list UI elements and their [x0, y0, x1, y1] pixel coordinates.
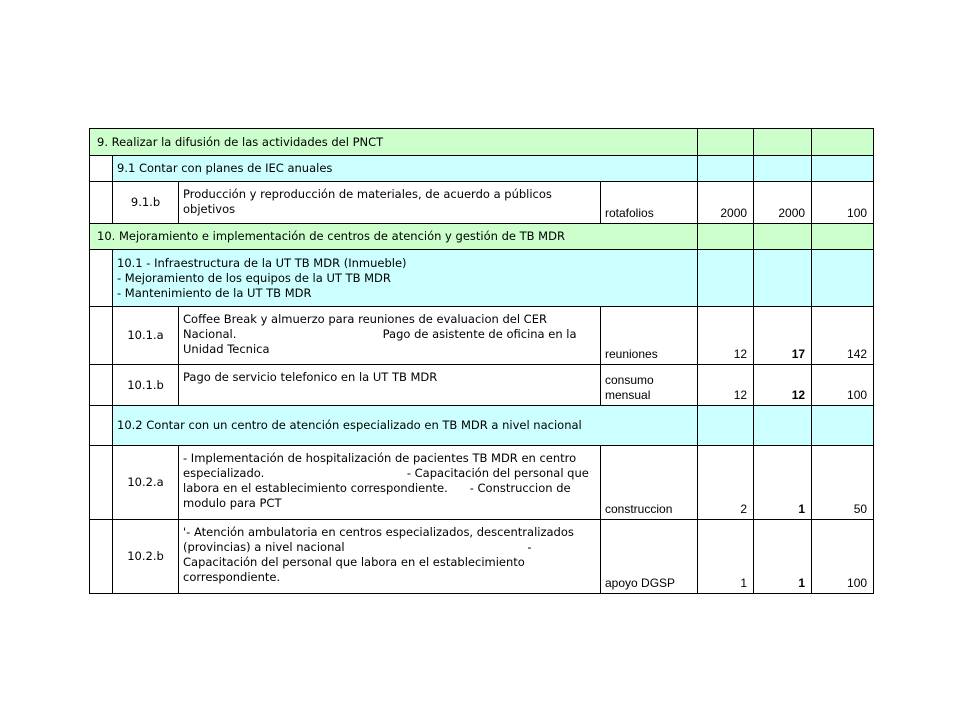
activity-title: 9. Realizar la difusión de las actividades del PNCT [90, 129, 698, 156]
empty-cell [754, 156, 812, 182]
task-achieved: 1 [754, 446, 812, 520]
empty-cell [698, 156, 754, 182]
task-row [90, 307, 874, 365]
subactivity-row [90, 156, 874, 182]
subactivity-title: 10.2 Contar con un centro de atención especializado en TB MDR a nivel nacional [113, 406, 698, 446]
indent-cell [90, 182, 113, 224]
task-goal: 2 [698, 446, 754, 520]
task-percent: 100 [812, 520, 874, 594]
subactivity-title: 9.1 Contar con planes de IEC anuales [113, 156, 698, 182]
task-code: 10.1.b [113, 365, 179, 406]
task-percent: 142 [812, 307, 874, 365]
empty-cell [812, 129, 874, 156]
indent-cell [90, 446, 113, 520]
indent-cell [90, 365, 113, 406]
task-goal: 2000 [698, 182, 754, 224]
activity-title: 10. Mejoramiento e implementación de centros de atención y gestión de TB MDR [90, 224, 698, 250]
task-code: 10.2.a [113, 446, 179, 520]
task-description: - Implementación de hospitalización de pacientes TB MDR en centro especializado. - Capacitación del personal que labora en el establecimiento correspondiente. - Construccion de modulo para PCT [179, 446, 601, 520]
task-code: 10.1.a [113, 307, 179, 365]
indent-cell [90, 406, 113, 446]
empty-cell [812, 250, 874, 307]
indent-cell [90, 156, 113, 182]
task-percent: 50 [812, 446, 874, 520]
task-achieved: 2000 [754, 182, 812, 224]
empty-cell [754, 129, 812, 156]
empty-cell [698, 224, 754, 250]
empty-cell [698, 250, 754, 307]
task-description: Producción y reproducción de materiales, de acuerdo a públicos objetivos [179, 182, 601, 224]
task-description: '- Atención ambulatoria en centros especializados, descentralizados (provincias) a nivel nacional - Capacitación del personal que labora en el establecimiento correspondiente. [179, 520, 601, 594]
task-row [90, 446, 874, 520]
activity-row [90, 129, 874, 156]
task-code: 10.2.b [113, 520, 179, 594]
empty-cell [754, 224, 812, 250]
empty-cell [812, 224, 874, 250]
indent-cell [90, 520, 113, 594]
empty-cell [698, 129, 754, 156]
subactivity-row [90, 406, 874, 446]
task-row [90, 520, 874, 594]
activities-table [89, 128, 874, 594]
task-unit: construccion [601, 446, 698, 520]
task-unit: reuniones [601, 307, 698, 365]
task-unit: apoyo DGSP [601, 520, 698, 594]
task-goal: 12 [698, 307, 754, 365]
task-percent: 100 [812, 182, 874, 224]
task-unit: consumo mensual [601, 365, 698, 406]
task-code: 9.1.b [113, 182, 179, 224]
task-row [90, 365, 874, 406]
task-unit: rotafolios [601, 182, 698, 224]
task-percent: 100 [812, 365, 874, 406]
task-achieved: 12 [754, 365, 812, 406]
activity-row [90, 224, 874, 250]
empty-cell [698, 406, 754, 446]
empty-cell [812, 156, 874, 182]
indent-cell [90, 250, 113, 307]
task-goal: 1 [698, 520, 754, 594]
empty-cell [754, 250, 812, 307]
indent-cell [90, 307, 113, 365]
task-row [90, 182, 874, 224]
task-achieved: 1 [754, 520, 812, 594]
empty-cell [812, 406, 874, 446]
empty-cell [754, 406, 812, 446]
task-goal: 12 [698, 365, 754, 406]
task-achieved: 17 [754, 307, 812, 365]
task-description: Pago de servicio telefonico en la UT TB MDR [179, 365, 601, 406]
subactivity-row [90, 250, 874, 307]
task-description: Coffee Break y almuerzo para reuniones de evaluacion del CER Nacional. Pago de asistente de oficina en la Unidad Tecnica [179, 307, 601, 365]
subactivity-title: 10.1 - Infraestructura de la UT TB MDR (Inmueble) - Mejoramiento de los equipos de la UT TB MDR - Mantenimiento de la UT TB MDR [113, 250, 698, 307]
